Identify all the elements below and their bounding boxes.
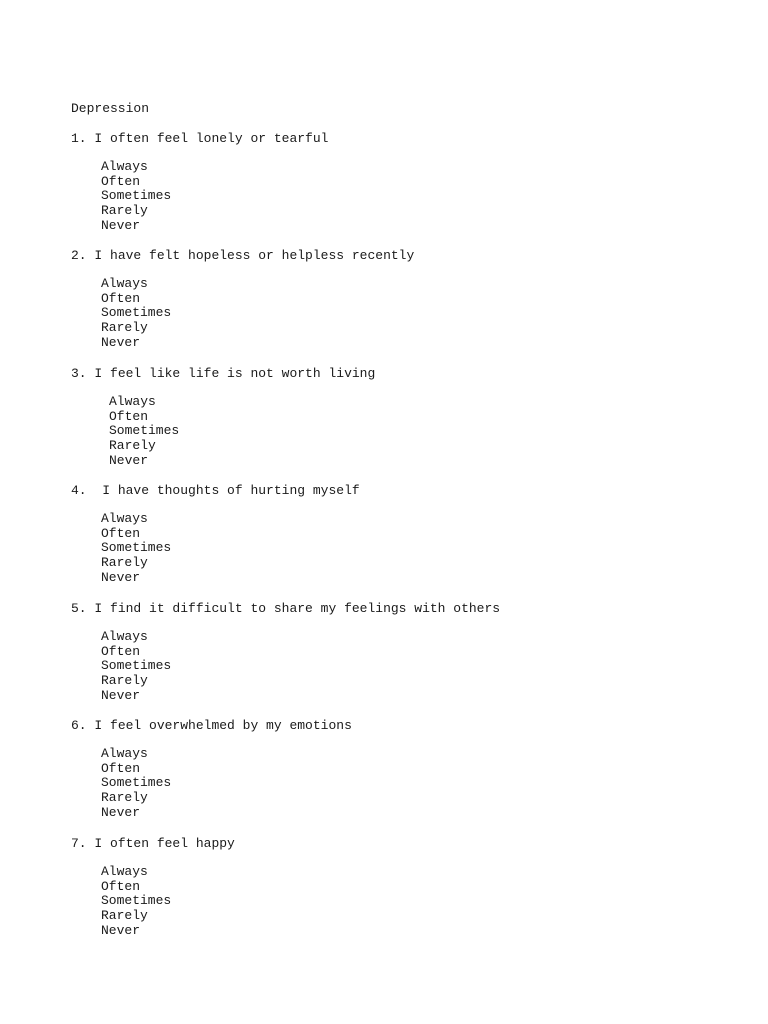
option-never[interactable]: Never [101,217,141,233]
option-always[interactable]: Always [101,629,148,644]
question-text: I have felt hopeless or helpless recently [94,248,415,263]
question-7 [71,836,235,851]
question-text: I feel like life is not worth living [94,366,376,381]
question-text: I have thoughts of hurting myself [94,483,360,498]
question-number: 3. [71,366,87,381]
option-rarely[interactable]: Rarely [101,790,148,806]
option-sometimes[interactable]: Sometimes [109,423,180,439]
option-often[interactable]: Often [101,878,141,894]
options-list-4 [101,512,171,586]
option-always[interactable]: Always [101,159,148,174]
option-always[interactable]: Always [101,864,148,879]
question-text: I find it difficult to share my feelings with others [94,601,501,616]
option-sometimes[interactable]: Sometimes [101,540,172,556]
question-1 [71,131,328,146]
option-sometimes[interactable]: Sometimes [101,658,172,674]
question-2 [71,248,414,263]
question-number: 6. [71,718,87,733]
question-number: 1. [71,131,87,146]
option-sometimes[interactable]: Sometimes [101,305,172,321]
options-list-5 [101,630,171,704]
option-sometimes[interactable]: Sometimes [101,188,172,204]
option-sometimes[interactable]: Sometimes [101,893,172,909]
option-never[interactable]: Never [109,452,149,468]
option-rarely[interactable]: Rarely [101,908,148,924]
question-text: I often feel happy [94,836,235,851]
question-number: 4. [71,483,87,498]
option-always[interactable]: Always [101,746,148,761]
question-number: 7. [71,836,87,851]
options-list-3 [109,395,179,469]
option-often[interactable]: Often [101,173,141,189]
option-never[interactable]: Never [101,687,141,703]
option-rarely[interactable]: Rarely [101,555,148,571]
question-4 [71,483,360,498]
option-often[interactable]: Often [101,760,141,776]
option-often[interactable]: Often [101,525,141,541]
option-often[interactable]: Often [109,408,149,424]
options-list-1 [101,160,171,234]
option-often[interactable]: Often [101,643,141,659]
question-3 [71,366,375,381]
question-text: I feel overwhelmed by my emotions [94,718,352,733]
question-5 [71,601,500,616]
question-6 [71,718,352,733]
question-number: 5. [71,601,87,616]
question-text: I often feel lonely or tearful [94,131,329,146]
option-never[interactable]: Never [101,334,141,350]
option-never[interactable]: Never [101,569,141,585]
option-always[interactable]: Always [109,394,156,409]
option-never[interactable]: Never [101,804,141,820]
document-title: Depression [71,101,150,116]
option-always[interactable]: Always [101,511,148,526]
option-often[interactable]: Often [101,290,141,306]
option-never[interactable]: Never [101,922,141,938]
option-rarely[interactable]: Rarely [109,438,156,454]
options-list-7 [101,865,171,939]
option-rarely[interactable]: Rarely [101,203,148,219]
question-number: 2. [71,248,87,263]
options-list-2 [101,277,171,351]
option-sometimes[interactable]: Sometimes [101,775,172,791]
option-always[interactable]: Always [101,276,148,291]
option-rarely[interactable]: Rarely [101,673,148,689]
options-list-6 [101,747,171,821]
option-rarely[interactable]: Rarely [101,320,148,336]
